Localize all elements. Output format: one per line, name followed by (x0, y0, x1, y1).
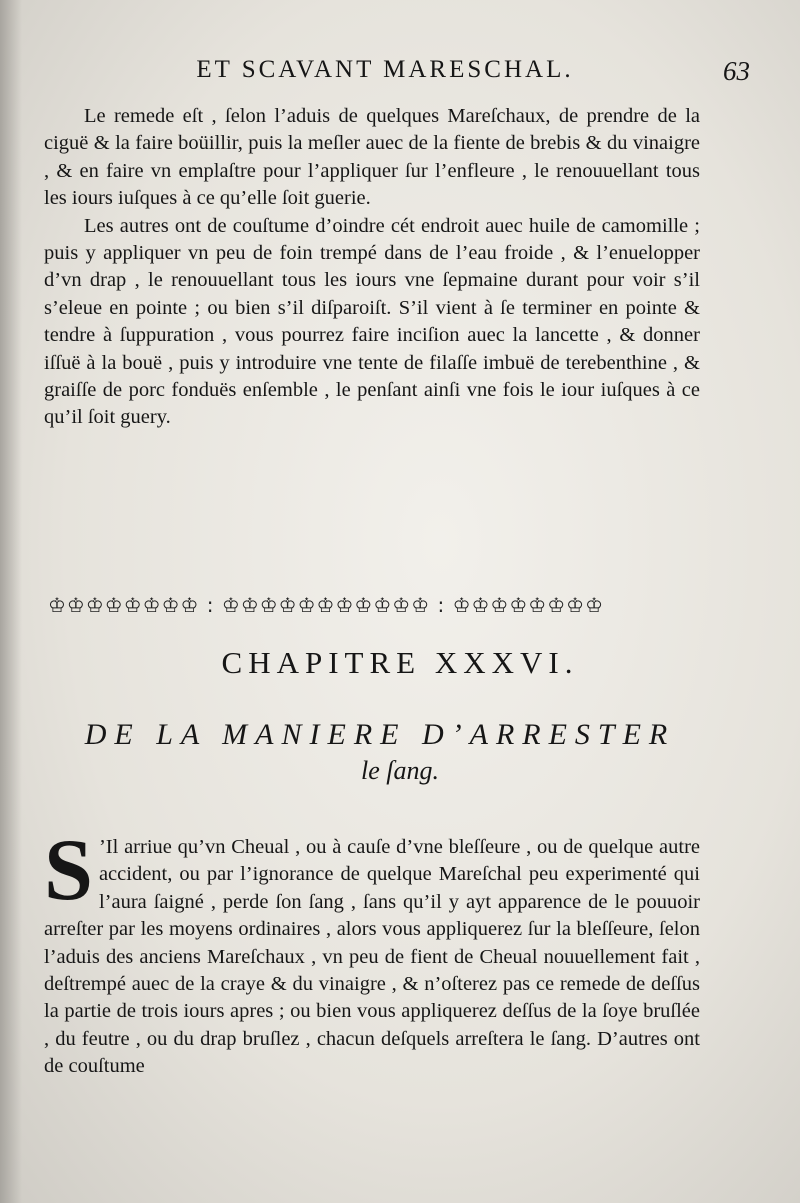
paragraph-remedy: Le remede eſt , ſelon l’aduis de quelques Mareſchaux, de prendre de la ciguë & la faire boüillir, puis la meſler auec de la fiente de brebis & du vinaigre , & en faire vn emplaſtre pour l’appliquer ſur l’enfleure , le renouuellant tous les iours iuſques à ce qu’elle ſoit guerie. (44, 105, 700, 210)
paragraph-others: Les autres ont de couſtume d’oindre cét endroit auec huile de camomille ; puis y appliquer vn peu de foin trempé dans de l’eau froide , & l’enuelopper d’vn drap , le renouuellant tous les iours vne ſepmaine durant pour voir s’il s’eleue en pointe ; ou bien s’il diſparoiſt. S’il vient à ſe terminer en pointe & tendre à ſuppuration , vous pourrez faire inciſion auec la lancette , & donner iſſuë à la bouë , puis y introduire vne tente de filaſſe imbuë de terebenthine , & graiſſe de porc fonduës enſemble , le penſant ainſi vne fois le iour iuſques à ce qu’il ſoit guery. (44, 214, 700, 429)
chapter-subtitle: le ſang. (361, 756, 439, 785)
page-gutter-shadow (0, 0, 22, 1203)
section-2-text (44, 822, 700, 1081)
section-1-text (44, 103, 700, 432)
running-head (40, 50, 760, 96)
page-number: 63 (723, 56, 750, 86)
crown-ornament-divider: ♔♔♔♔♔♔♔♔ : ♔♔♔♔♔♔♔♔♔♔♔ : ♔♔♔♔♔♔♔♔ (48, 593, 605, 617)
drop-cap: S (44, 822, 93, 919)
paragraph-bleeding: ’Il arriue qu’vn Cheual , ou à cauſe d’vne bleſſeure , ou de quelque autre accident, ou par l’ignorance de quelque Mareſchal peu experimenté qui l’aura ſaigné , perde ſon ſang , ſans qu’il y ayt apparence de le pouuoir arreſter par les moyens ordinaires , alors vous appliquerez ſur la bleſſeure, ſelon l’aduis des anciens Mareſchaux , vn peu de fient de Cheual nouuellement fait , deſtrempé auec de la craye & du vinaigre , & n’oſterez pas ce remede de deſſus la partie de trois iours apres ; ou bien vous appliquerez deſſus de la ſoye bruſlée , du feutre , ou du drap bruſlez , chacun deſquels arreſtera le ſang. D’autres ont de couſtume (44, 836, 700, 1078)
running-head-title: ET SCAVANT MARESCHAL. (196, 56, 574, 83)
chapter-title: DE LA MANIERE D’ARRESTER (84, 718, 676, 751)
chapter-number: CHAPITRE XXXVI. (221, 645, 579, 680)
